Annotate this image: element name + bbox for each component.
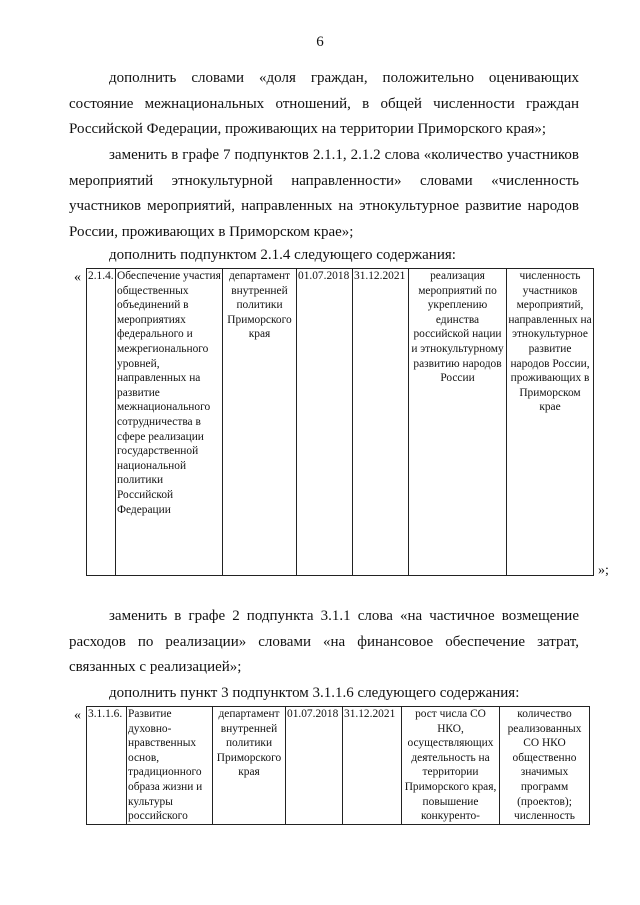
- table-row: [87, 269, 594, 576]
- paragraph-add-2-1-4: дополнить подпунктом 2.1.4 следующего содержания:: [109, 247, 456, 263]
- page-number: 6: [316, 34, 324, 50]
- quote-close-1: »;: [598, 563, 609, 578]
- cell-end-date: 31.12.2021: [343, 707, 402, 825]
- cell-indicator: количество реализованных СО НКО общественно значимых программ (проектов); численность: [500, 707, 590, 825]
- cell-start-date: 01.07.2018: [297, 269, 353, 576]
- paragraph-add-3-1-1-6: дополнить пункт 3 подпунктом 3.1.1.6 следующего содержания:: [109, 685, 520, 701]
- cell-start-date: 01.07.2018: [286, 707, 343, 825]
- quote-open-2: «: [74, 708, 81, 723]
- cell-indicator: численность участников мероприятий, направленных на этнокультурное развитие народов России, проживающих в Приморском крае: [507, 269, 594, 576]
- cell-executor: департамент внутренней политики Приморского края: [213, 707, 286, 825]
- cell-name: Обеспечение участия общественных объединений в мероприятиях федерального и межрегионального уровней, направленных на развитие межнационального сотрудничества в сфере реализации государственной национальной политики Российской Федерации: [116, 269, 223, 576]
- cell-number: 2.1.4.: [87, 269, 116, 576]
- paragraph-replace-column2: заменить в графе 2 подпункта 3.1.1 слова «на частичное возмещение расходов по реализации» словами «на финансовое обеспечение затрат, связанных с реализацией»;: [69, 608, 579, 675]
- cell-executor: департамент внутренней политики Приморского края: [223, 269, 297, 576]
- cell-result: рост числа СО НКО, осуществляющих деятельность на территории Приморского края, повышение конкуренто-: [402, 707, 500, 825]
- cell-result: реализация мероприятий по укреплению единства российской нации и этнокультурному развитию народов России: [409, 269, 507, 576]
- table-2-1-4: [86, 268, 594, 576]
- cell-end-date: 31.12.2021: [353, 269, 409, 576]
- table-row: [87, 707, 590, 825]
- paragraph-add-share: дополнить словами «доля граждан, положительно оценивающих состояние межнациональных отношений, в общей численности граждан Российской Федерации, проживающих на территории Приморского края»;: [69, 70, 579, 137]
- cell-name: Развитие духовно-нравственных основ, традиционного образа жизни и культуры российского: [127, 707, 213, 825]
- cell-number: 3.1.1.6.: [87, 707, 127, 825]
- paragraph-replace-column7: заменить в графе 7 подпунктов 2.1.1, 2.1.2 слова «количество участников мероприятий этнокультурной направленности» словами «численность участников мероприятий, направленных на этнокультурное развитие народов России, проживающих в Приморском крае»;: [69, 147, 579, 240]
- table-3-1-1-6: [86, 706, 590, 825]
- quote-open-1: «: [74, 270, 81, 285]
